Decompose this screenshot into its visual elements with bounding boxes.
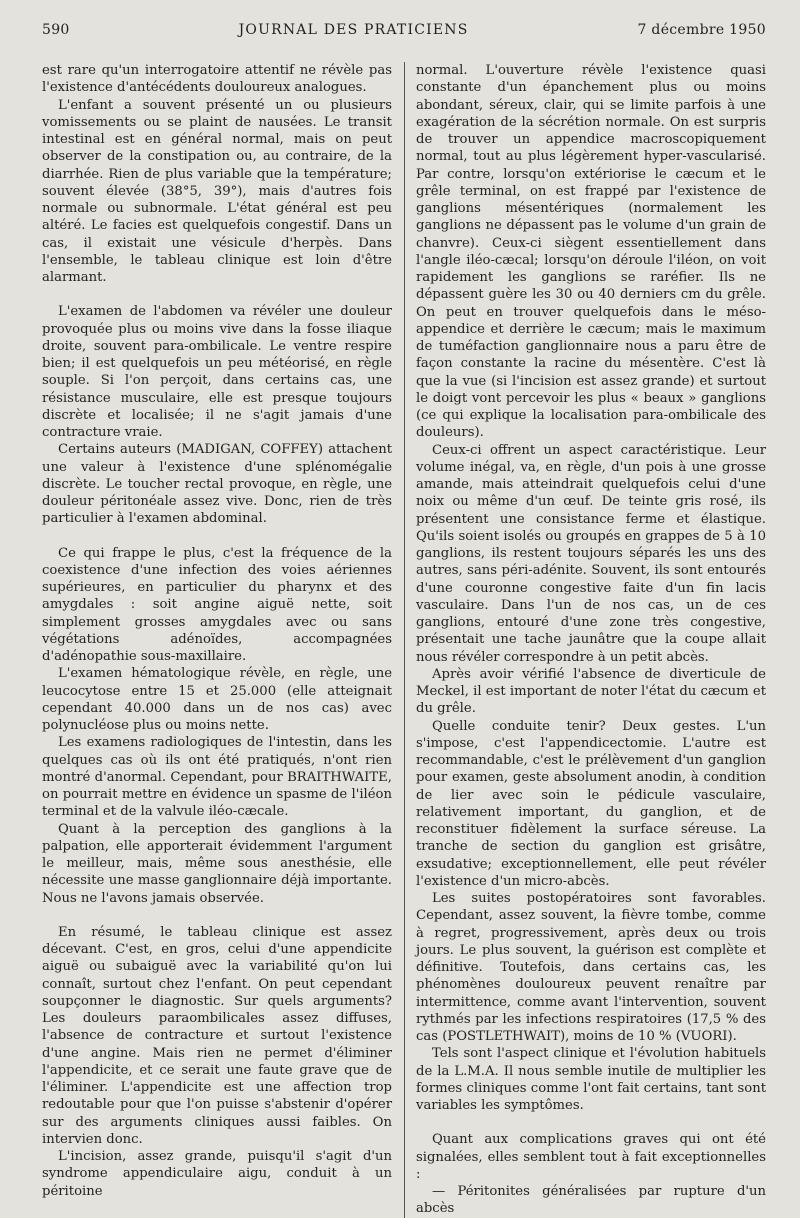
- left-column: [42, 62, 392, 1218]
- paragraph: L'examen de l'abdomen va révéler une douleur provoquée plus ou moins vive dans la fosse iliaque droite, souvent para-ombilicale. Le ventre respire bien; il est quelquefois un peu météorisé, en règle souple. Si l'on perçoit, dans certains cas, une résistance musculaire, elle est presque toujours discrète et localisée; il ne s'agit jamais d'une contracture vraie.: [42, 304, 392, 440]
- journal-title: JOURNAL DES PRATICIENS: [238, 22, 469, 38]
- paragraph: L'incision, assez grande, puisqu'il s'agit d'un syndrome appendiculaire aigu, conduit à un péritoine: [42, 1149, 392, 1199]
- page-number: 590: [42, 22, 70, 38]
- paragraph: Certains auteurs (MADIGAN, COFFEY) attachent une valeur à l'existence d'une splénomégalie discrète. Le toucher rectal provoque, en règle, une douleur péritonéale assez vive. Donc, rien de très particulier à l'examen abdominal.: [42, 442, 392, 527]
- paragraph: En résumé, le tableau clinique est assez décevant. C'est, en gros, celui d'une appendicite aiguë ou subaiguë avec la variabilité qu'on lui connaît, surtout chez l'enfant. On peut cependant soupçonner le diagnostic. Sur quels arguments? Les douleurs paraombilicales assez diffuses, l'absence de contracture et surtout l'existence d'une angine. Mais rien ne permet d'éliminer l'appendicite, et ce serait une faute grave que de l'éliminer. L'appendicite est une affection trop redoutable pour que l'on puisse s'abstenir d'opérer sur des arguments cliniques aussi faibles. On intervien donc.: [42, 924, 392, 1147]
- paragraph: est rare qu'un interrogatoire attentif ne révèle pas l'existence d'antécédents douloureux analogues.: [42, 63, 392, 96]
- paragraph: Ce qui frappe le plus, c'est la fréquence de la coexistence d'une infection des voies aériennes supérieures, en particulier du pharynx et des amygdales : soit angine aiguë nette, soit simplement grosses amygdales avec ou sans végétations adénoïdes, accompagnées d'adénopathie sous-maxillaire.: [42, 545, 392, 664]
- paragraph: Les suites postopératoires sont favorables. Cependant, assez souvent, la fièvre tombe, comme à regret, progressivement, après deux ou trois jours. Le plus souvent, la guérison est complète et définitive. Toutefois, dans certains cas, les phénomènes douloureux peuvent renaître par intermittence, comme avant l'intervention, souvent rythmés par les infections respiratoires (17,5 % des cas (POSTLETHWAIT), moins de 10 % (VUORI).: [416, 891, 766, 1044]
- paragraph: Quant à la perception des ganglions à la palpation, elle apporterait évidemment l'argument le meilleur, mais, même sous anesthésie, elle nécessite une masse ganglionnaire déjà importante. Nous ne l'avons jamais observée.: [42, 821, 392, 906]
- paragraph: L'enfant a souvent présenté un ou plusieurs vomissements ou se plaint de nausées. Le transit intestinal est en général normal, mais on peut observer de la constipation ou, au contraire, de la diarrhée. Rien de plus variable que la température; souvent élevée (38°5, 39°), mais d'autres fois normale ou subnormale. L'état général est peu altéré. Le facies est quelquefois congestif. Dans un cas, il existait une vésicule d'herpès. Dans l'ensemble, le tableau clinique est loin d'être alarmant.: [42, 97, 392, 285]
- paragraph: Après avoir vérifié l'absence de diverticule de Meckel, il est important de noter l'état du cæcum et du grêle.: [416, 666, 766, 717]
- column-divider: [404, 62, 405, 1218]
- paragraph: Les examens radiologiques de l'intestin, dans les quelques cas où ils ont été pratiqués, n'ont rien montré d'anormal. Cependant, pour BRAITHWAITE, on pourrait mettre en évidence un spasme de l'iléon terminal et de la valvule iléo-cæcale.: [42, 735, 392, 820]
- paragraph: Tels sont l'aspect clinique et l'évolution habituels de la L.M.A. Il nous semble inutile de multiplier les formes cliniques comme l'ont fait certains, tant sont variables les symptômes.: [416, 1046, 766, 1113]
- paragraph: Ceux-ci offrent un aspect caractéristique. Leur volume inégal, va, en règle, d'un pois à une grosse amande, mais atteindrait quelquefois celui d'une noix ou même d'un œuf. De teinte gris rosé, ils présentent une consistance ferme et élastique. Qu'ils soient isolés ou groupés en grappes de 5 à 10 ganglions, ils restent toujours séparés les uns des autres, sans péri-adénite. Souvent, ils sont entourés d'une couronne congestive faite d'un fin lacis vasculaire. Dans l'un de nos cas, un de ces ganglions, entouré d'une zone très congestive, présentait une tache jaunâtre que la coupe allait nous révéler correspondre à un petit abcès.: [416, 442, 766, 665]
- paragraph: Quant aux complications graves qui ont été signalées, elles semblent tout à fait exceptionnelles :: [416, 1132, 766, 1182]
- right-column: [416, 62, 766, 1218]
- paragraph: normal. L'ouverture révèle l'existence quasi constante d'un épanchement plus ou moins abondant, séreux, clair, qui se limite parfois à une exagération de la sécrétion normale. On est surpris de trouver un appendice macroscopiquement normal, tout au plus légèrement hyper-vascularisé. Par contre, lorsqu'on extériorise le cæcum et le grêle terminal, on est frappé par l'existence de ganglions mésentériques (normalement les ganglions ne dépassent pas le volume d'un grain de chanvre). Ceux-ci siègent essentiellement dans l'angle iléo-cæcal; lorsqu'on déroule l'iléon, on voit rapidement les ganglions se raréfier. Ils ne dépassent guère les 30 ou 40 derniers cm du grêle. On peut en trouver quelquefois dans le méso-appendice et derrière le cæcum; mais le maximum de tuméfaction ganglionnaire nous a paru être de façon constante la racine du mésentère. C'est là que la vue (si l'incision est assez grande) et surtout le doigt vont percevoir les plus « beaux » ganglions (ce qui explique la localisation para-ombilicale des douleurs).: [416, 63, 766, 441]
- paragraph: — Péritonites généralisées par rupture d'un abcès: [416, 1184, 766, 1217]
- text-columns: [42, 62, 766, 1218]
- page-header: [42, 22, 766, 50]
- paragraph: L'examen hématologique révèle, en règle, une leucocytose entre 15 et 25.000 (elle atteignait cependant 40.000 dans un de nos cas) avec polynucléose plus ou moins nette.: [42, 666, 392, 733]
- issue-date: 7 décembre 1950: [637, 22, 766, 38]
- paragraph: Quelle conduite tenir? Deux gestes. L'un s'impose, c'est l'appendicectomie. L'autre est recommandable, c'est le prélèvement d'un ganglion pour examen, geste absolument anodin, à condition de lier avec soin le pédicule vasculaire, relativement important, du ganglion, et de reconstituer fidèlement la surface séreuse. La tranche de section du ganglion est grisâtre, exsudative; exceptionnellement, elle peut révéler l'existence d'un micro-abcès.: [416, 718, 766, 889]
